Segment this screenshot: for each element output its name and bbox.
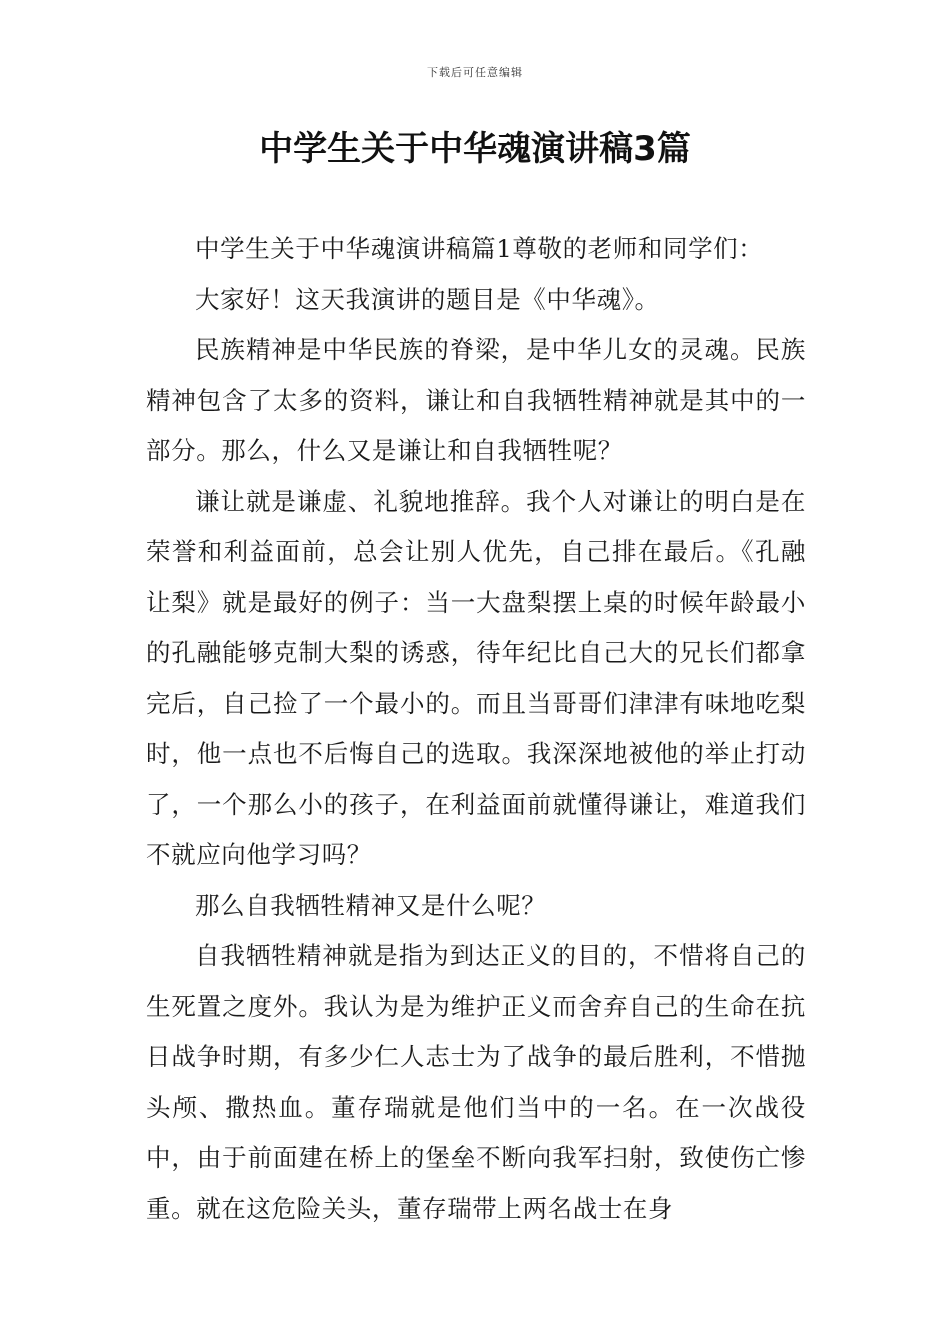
paragraph: 谦让就是谦虚、礼貌地推辞。我个人对谦让的明白是在荣誉和利益面前，总会让别人优先，自己排在最后。《孔融让梨》就是最好的例子：当一大盘梨摆上桌的时候年龄最小的孔融能够克制大梨的诱惑，待年纪比自己大的兄长们都拿完后，自己捡了一个最小的。而且当哥哥们津津有味地吃梨时，他一点也不后悔自己的选取。我深深地被他的举止打动了，一个那么小的孩子，在利益面前就懂得谦让，难道我们不就应向他学习吗？ <box>146 486 806 869</box>
paragraph: 自我牺牲精神就是指为到达正义的目的，不惜将自己的生死置之度外。我认为是为维护正义而舍弃自己的生命在抗日战争时期，有多少仁人志士为了战争的最后胜利，不惜抛头颅、撒热血。董存瑞就是他们当中的一名。在一次战役中，由于前面建在桥上的堡垒不断向我军扫射，致使伤亡惨重。就在这危险关头，董存瑞带上两名战士在身 <box>146 941 806 1223</box>
document-body <box>146 224 806 1234</box>
header-note: 下载后可任意编辑 <box>427 66 523 79</box>
paragraph: 那么自我牺牲精神又是什么呢？ <box>195 890 547 920</box>
paragraph: 中学生关于中华魂演讲稿篇1尊敬的老师和同学们： <box>195 234 764 263</box>
paragraph: 大家好！这天我演讲的题目是《中华魂》。 <box>195 284 660 314</box>
paragraph: 民族精神是中华民族的脊梁，是中华儿女的灵魂。民族精神包含了太多的资料，谦让和自我牺牲精神就是其中的一部分。那么，什么又是谦让和自我牺牲呢？ <box>146 335 806 465</box>
document-title: 中学生关于中华魂演讲稿3篇 <box>259 129 691 169</box>
